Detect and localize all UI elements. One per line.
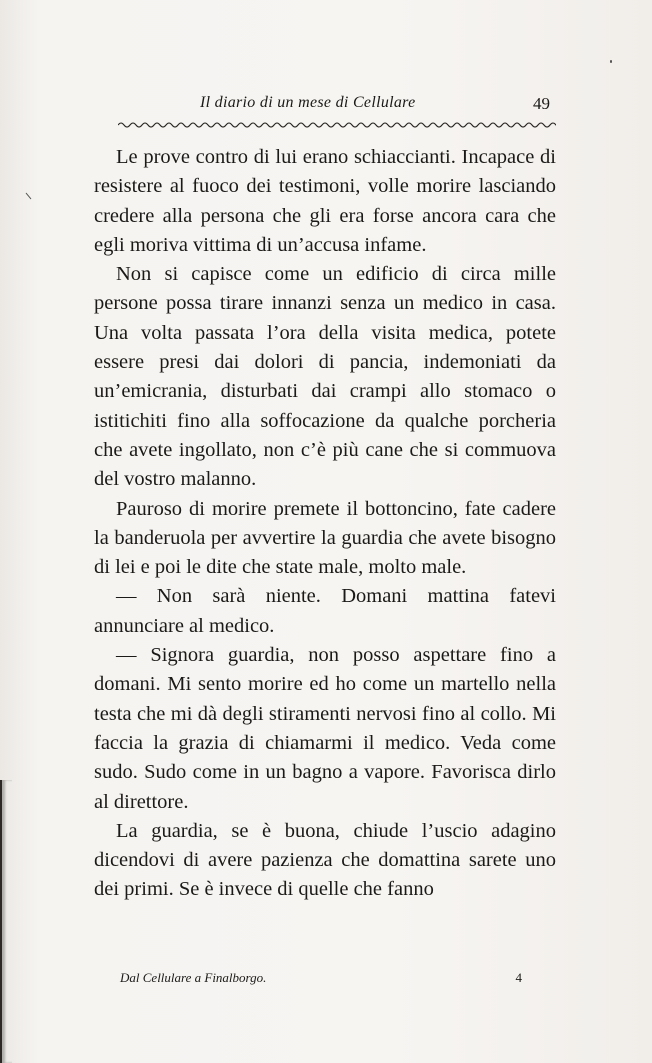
paper-speck (26, 193, 32, 200)
paragraph: — Signora guardia, non posso aspettare fino a domani. Mi sento morire ed ho come un martello nella testa che mi dà degli stiramenti nervosi fino al collo. Mi faccia la grazia di chiamarmi il medico. Veda come sudo. Sudo come in un bagno a vapore. Favorisca dirlo al direttore. (94, 644, 556, 813)
signature-mark: Dal Cellulare a Finalborgo. (120, 970, 267, 985)
wavy-rule-icon (118, 121, 556, 129)
paragraph: La guardia, se è buona, chiude l’uscio adagino dicendovi di avere pazienza che domattina sarete uno dei primi. Se è invece di quelle che fanno (94, 819, 556, 901)
body-text (94, 143, 556, 905)
paragraph: Non si capisce come un edificio di circa mille persone possa tirare innanzi senza un medico in casa. Una volta passata l’ora della visita medica, potete essere presi dai dolori di pancia, indemoniati da un’emicrania, disturbati dai crampi allo stomaco o istitichiti fino alla soffocazione da qualche porcheria che avete ingollato, non c’è più cane che si commuova del vostro malanno. (94, 263, 556, 491)
running-title: Il diario di un mese di Cellulare (200, 94, 416, 111)
paragraph: — Non sarà niente. Domani mattina fatevi annunciare al medico. (94, 585, 556, 637)
paragraph: Pauroso di morire premete il bottoncino, fate cadere la banderuola per avvertire la guardia che avete bisogno di lei e poi le dite che state male, molto male. (94, 497, 556, 579)
paragraph: Le prove contro di lui erano schiaccianti. Incapace di resistere al fuoco dei testimoni, volle morire lasciando credere alla persona che gli era forse ancora cara che egli moriva vittima di un’accusa infame. (94, 146, 556, 256)
paper-speck (610, 60, 612, 63)
signature-number: 4 (515, 970, 522, 985)
page-number: 49 (533, 94, 550, 113)
page-footer (120, 970, 530, 990)
ornamental-rule (118, 121, 556, 129)
page-header (96, 94, 556, 118)
page-edge-shadow (0, 780, 12, 1063)
